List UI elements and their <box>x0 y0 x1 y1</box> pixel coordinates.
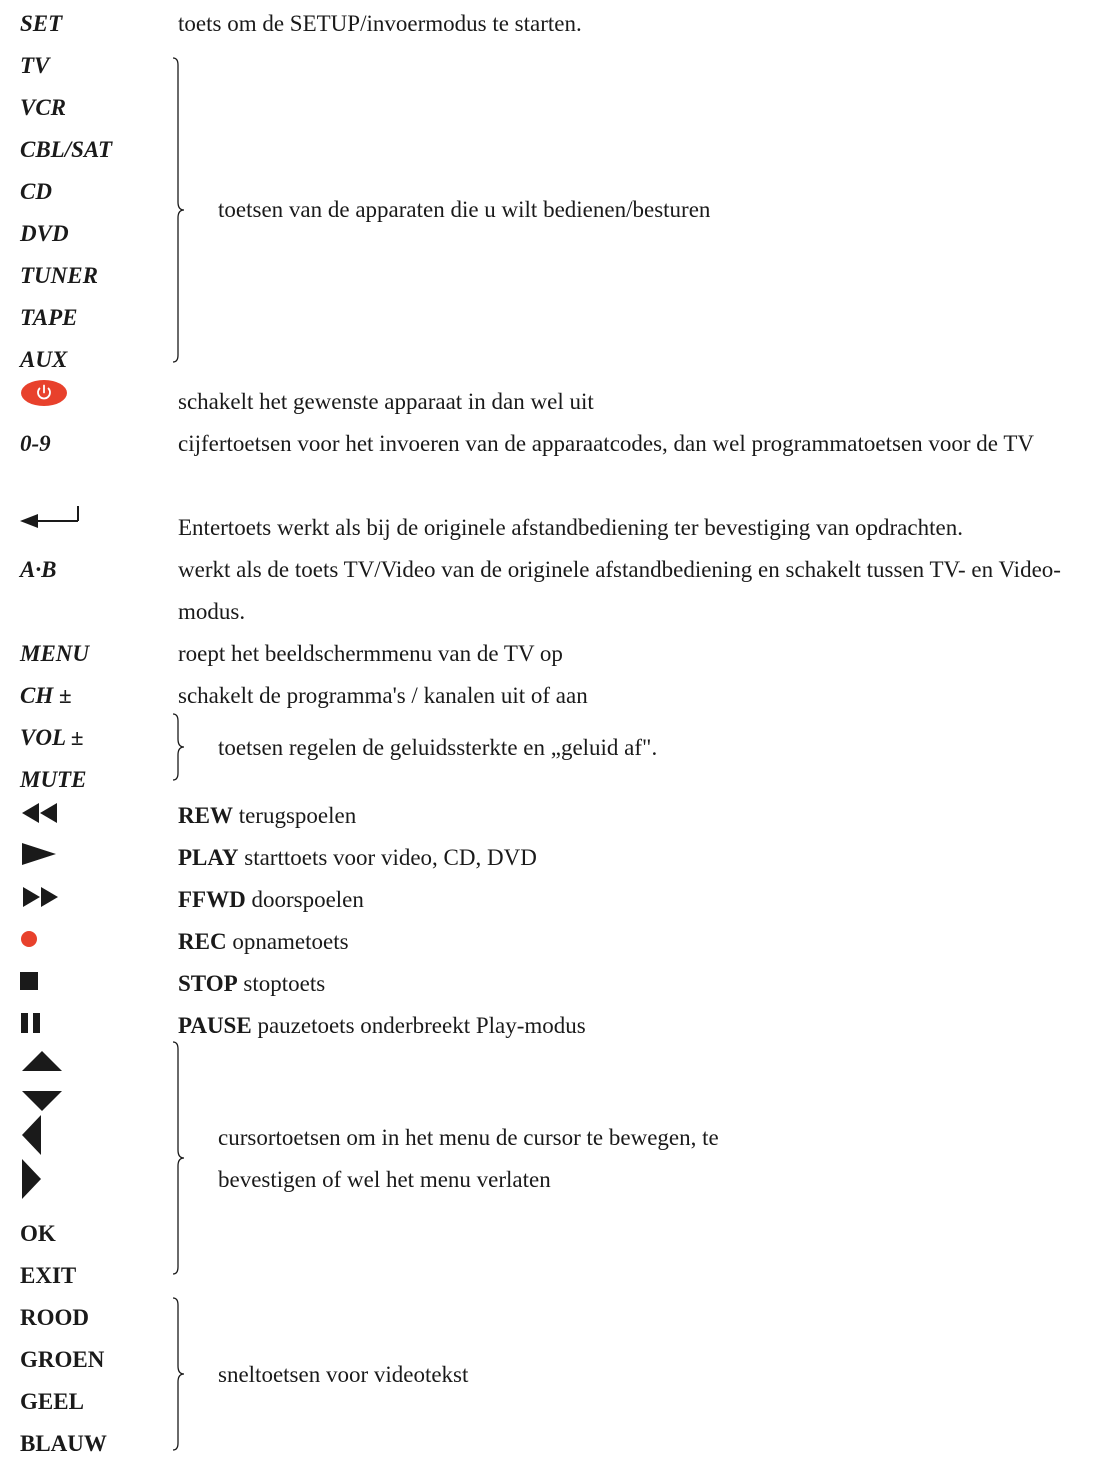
desc-stop: STOP stoptoets <box>178 971 326 996</box>
label-rec: REC <box>178 929 227 954</box>
desc-rewind: REW terugspoelen <box>178 803 357 828</box>
key-cbl-sat: CBL/SAT <box>20 137 113 162</box>
desc-device-keys: toetsen van de apparaten die u wilt bedienen/besturen <box>218 197 711 222</box>
desc-ffwd: FFWD doorspoelen <box>178 887 364 912</box>
label-ffwd: FFWD <box>178 887 246 912</box>
stop-icon <box>20 972 38 990</box>
desc-cursor-line1: cursortoetsen om in het menu de cursor te bewegen, te <box>218 1125 719 1150</box>
key-exit: EXIT <box>20 1263 77 1288</box>
key-digits: 0-9 <box>20 431 51 456</box>
arrow-up-icon <box>20 1050 64 1072</box>
label-rew: REW <box>178 803 233 828</box>
key-cd: CD <box>20 179 52 204</box>
key-dvd: DVD <box>20 221 69 246</box>
key-tape: TAPE <box>20 305 78 330</box>
arrow-right-icon <box>20 1157 44 1201</box>
key-groen: GROEN <box>20 1347 105 1372</box>
desc-digits: cijfertoetsen voor het invoeren van de apparaatcodes, dan wel programmatoetsen voor de TV <box>178 431 1034 456</box>
key-tuner: TUNER <box>20 263 98 288</box>
key-mute: MUTE <box>20 767 87 792</box>
label-play: PLAY <box>178 845 239 870</box>
desc-color-keys: sneltoetsen voor videotekst <box>218 1362 469 1387</box>
key-menu: MENU <box>20 641 90 666</box>
key-vcr: VCR <box>20 95 67 120</box>
arrow-down-icon <box>20 1090 64 1112</box>
enter-icon <box>18 504 82 530</box>
desc-enter: Entertoets werkt als bij de originele afstandbediening ter bevestiging van opdrachten. <box>178 515 963 540</box>
brace-right-icon <box>172 713 186 781</box>
label-pause: PAUSE <box>178 1013 252 1038</box>
arrow-left-icon <box>20 1113 44 1157</box>
key-aux: AUX <box>20 347 68 372</box>
brace-right-icon <box>172 1041 186 1275</box>
pause-icon <box>20 1013 42 1033</box>
desc-rec: REC opnametoets <box>178 929 349 954</box>
key-blauw: BLAUW <box>20 1431 107 1456</box>
desc-set: toets om de SETUP/invoermodus te starten. <box>178 11 582 36</box>
desc-power: schakelt het gewenste apparaat in dan wel uit <box>178 389 594 414</box>
key-geel: GEEL <box>20 1389 84 1414</box>
rewind-icon <box>20 801 60 825</box>
record-icon <box>20 930 38 948</box>
desc-play: PLAY starttoets voor video, CD, DVD <box>178 845 537 870</box>
key-vol: VOL ± <box>20 725 84 750</box>
desc-ch: schakelt de programma's / kanalen uit of aan <box>178 683 588 708</box>
desc-volume-keys: toetsen regelen de geluidssterkte en „geluid af". <box>218 735 658 760</box>
brace-right-icon <box>172 1297 186 1452</box>
desc-menu: roept het beeldschermmenu van de TV op <box>178 641 563 666</box>
label-stop: STOP <box>178 971 238 996</box>
key-ch: CH ± <box>20 683 72 708</box>
desc-ab: werkt als de toets TV/Video van de originele afstandbediening en schakelt tussen TV- en Video-modus. <box>178 557 1061 624</box>
play-icon <box>20 842 58 866</box>
key-ab: A·B <box>20 557 57 582</box>
fast-forward-icon <box>20 885 60 909</box>
power-icon <box>20 379 68 407</box>
key-tv: TV <box>20 53 50 78</box>
desc-cursor-line2: bevestigen of wel het menu verlaten <box>218 1167 551 1192</box>
key-set: SET <box>20 11 63 36</box>
brace-right-icon <box>172 57 186 363</box>
key-rood: ROOD <box>20 1305 89 1330</box>
key-ok: OK <box>20 1221 56 1246</box>
desc-pause: PAUSE pauzetoets onderbreekt Play-modus <box>178 1013 586 1038</box>
